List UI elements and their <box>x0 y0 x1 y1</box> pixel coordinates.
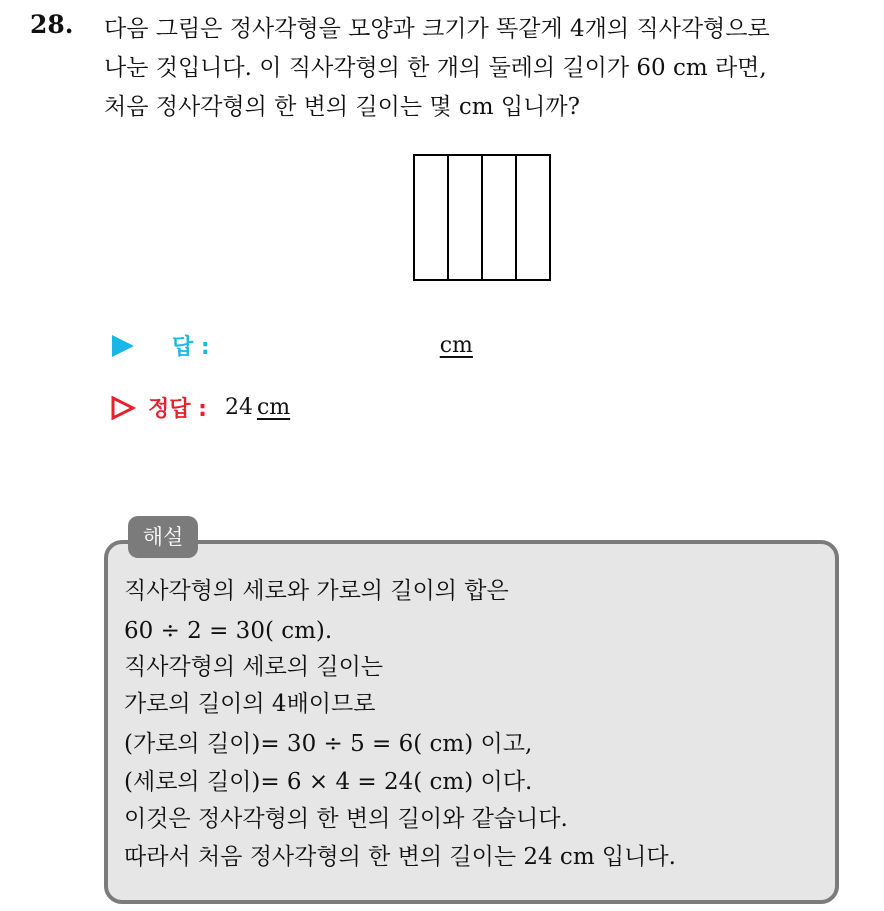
figure-rectangle-3 <box>482 155 516 280</box>
correct-answer-row <box>110 392 290 423</box>
play-arrow-icon <box>110 333 136 359</box>
solution-line-6: (세로의 길이)= 6 × 4 = 24( cm) 이다. <box>124 769 533 795</box>
figure-rectangle-2 <box>448 155 482 280</box>
solution-line-7: 이것은 정사각형의 한 변의 길이와 같습니다. <box>124 806 568 832</box>
question-number: 28. <box>30 10 74 39</box>
correct-answer-value: 24 <box>224 395 253 420</box>
correct-answer-label: 정답 : <box>148 397 207 422</box>
solution-line-8: 따라서 처음 정사각형의 한 변의 길이는 24 cm 입니다. <box>124 844 676 870</box>
answer-unit: cm <box>439 333 473 358</box>
solution-line-5: (가로의 길이)= 30 ÷ 5 = 6( cm) 이고, <box>124 731 533 757</box>
square-figure-svg <box>413 154 551 282</box>
solution-line-3: 직사각형의 세로의 길이는 <box>124 654 384 680</box>
solution-line-1: 직사각형의 세로와 가로의 길이의 합은 <box>124 578 509 604</box>
outline-arrow-icon <box>110 395 136 421</box>
question-line-2: 나눈 것입니다. 이 직사각형의 한 개의 둘레의 길이가 60 cm 라면, <box>104 55 767 81</box>
question-line-3: 처음 정사각형의 한 변의 길이는 몇 cm 입니까? <box>104 94 580 120</box>
solution-line-4: 가로의 길이의 4배이므로 <box>124 691 376 717</box>
answer-row <box>110 330 473 361</box>
figure-rectangle-1 <box>414 155 448 280</box>
figure-rectangle-4 <box>516 155 550 280</box>
question-line-1: 다음 그림은 정사각형을 모양과 크기가 똑같게 4개의 직사각형으로 <box>104 16 770 42</box>
solution-line-2: 60 ÷ 2 = 30( cm). <box>124 618 333 644</box>
solution-tag: 해설 <box>128 516 198 558</box>
square-figure <box>413 154 551 286</box>
answer-label: 답 : <box>172 335 210 360</box>
correct-answer-unit: cm <box>256 395 291 420</box>
